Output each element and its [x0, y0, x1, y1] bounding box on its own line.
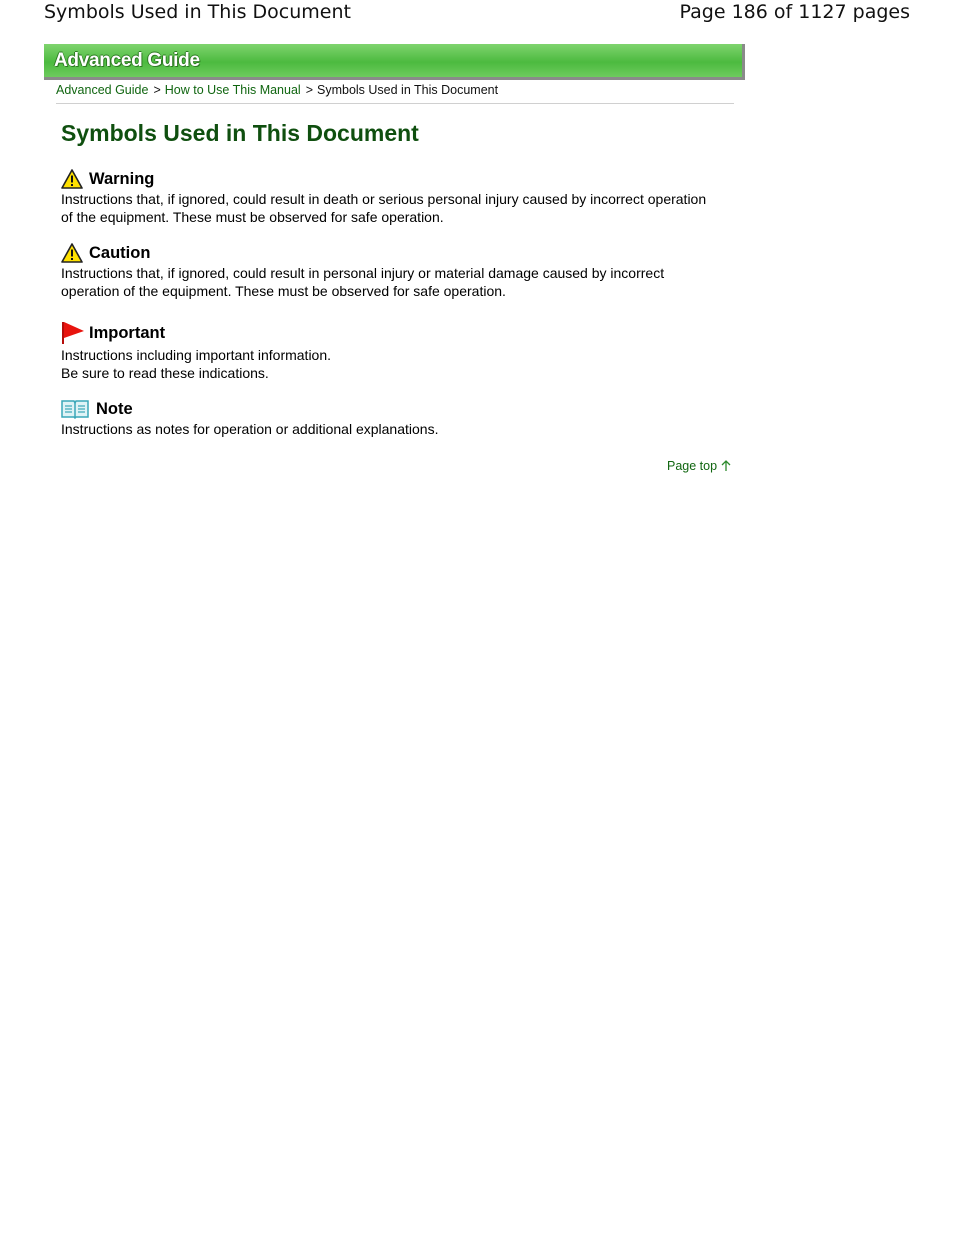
page-title: Symbols Used in This Document	[61, 120, 419, 146]
breadcrumb-separator: >	[153, 83, 161, 97]
breadcrumb-link-how-to-use[interactable]: How to Use This Manual	[164, 83, 301, 97]
section-warning	[61, 168, 741, 226]
section-label: Important	[89, 323, 166, 342]
section-text	[61, 420, 741, 438]
text-line: operation of the equipment. These must be observed for safe operation.	[61, 283, 506, 299]
section-important	[61, 320, 741, 382]
breadcrumb-current: Symbols Used in This Document	[317, 83, 499, 97]
warning-icon	[61, 169, 83, 189]
page-top-label: Page top	[667, 459, 718, 473]
section-text	[61, 346, 741, 382]
section-label: Caution	[89, 243, 151, 262]
advanced-guide-banner	[44, 44, 745, 80]
text-line: Instructions as notes for operation or additional explanations.	[61, 421, 439, 437]
caution-icon	[61, 243, 83, 263]
section-text	[61, 190, 741, 226]
print-header	[0, 0, 954, 30]
breadcrumb-separator: >	[305, 83, 313, 97]
section-label: Note	[96, 399, 133, 418]
banner-label: Advanced Guide	[54, 50, 200, 71]
page-top-link[interactable]	[667, 459, 732, 473]
breadcrumb-link-advanced-guide[interactable]: Advanced Guide	[56, 83, 149, 97]
flag-icon	[61, 321, 85, 345]
breadcrumb	[56, 83, 498, 97]
section-caution	[61, 242, 741, 300]
section-text	[61, 264, 741, 300]
text-line: of the equipment. These must be observed for safe operation.	[61, 209, 444, 225]
text-line: Be sure to read these indications.	[61, 365, 269, 381]
print-page-info: Page 186 of 1127 pages	[679, 1, 910, 23]
arrow-up-icon	[720, 460, 732, 472]
text-line: Instructions that, if ignored, could result in personal injury or material damage caused by incorrect	[61, 265, 665, 281]
book-icon	[61, 399, 89, 419]
breadcrumb-divider	[56, 103, 734, 104]
text-line: Instructions that, if ignored, could result in death or serious personal injury caused by incorrect operation	[61, 191, 707, 207]
text-line: Instructions including important information.	[61, 347, 332, 363]
print-doc-title: Symbols Used in This Document	[44, 1, 351, 23]
section-label: Warning	[89, 169, 155, 188]
section-note	[61, 398, 741, 438]
